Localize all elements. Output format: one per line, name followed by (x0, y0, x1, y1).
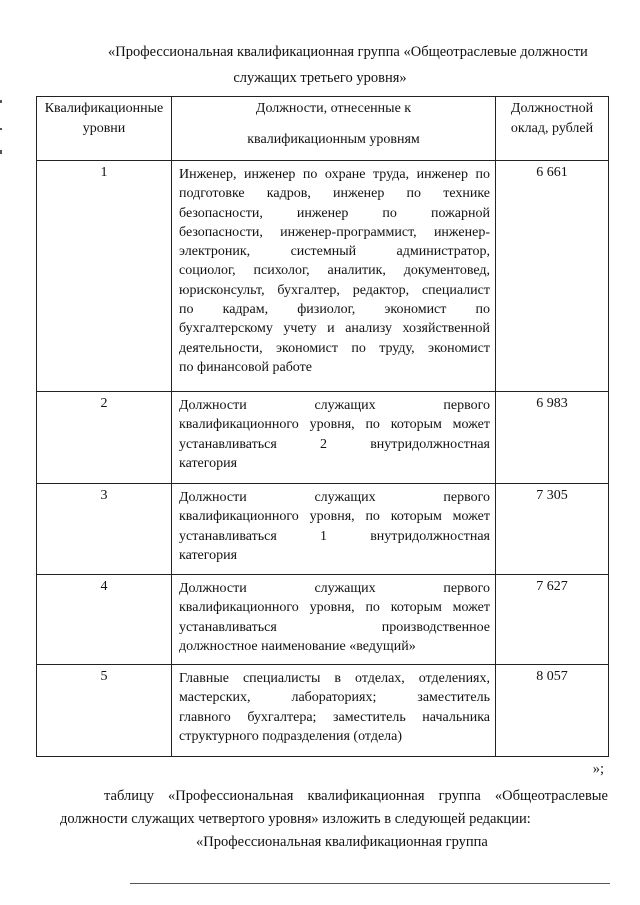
positions-line: безопасности, инженер по пожарной (179, 205, 490, 221)
table-row (37, 484, 609, 575)
level-number: 2 (37, 392, 172, 484)
positions-cell (172, 665, 496, 757)
section-title-line-1: «Профессиональная квалификационная группа «Общеотраслевые должности (108, 44, 588, 60)
positions-line: Главные специалисты в отделах, отделениях, (179, 671, 490, 686)
positions-line: по кадрам, физиолог, экономист по (179, 302, 490, 318)
positions-line: по финансовой работе (179, 359, 312, 375)
positions-line: бухгалтерскому учету и анализу хозяйственной (179, 321, 490, 337)
table-row (37, 392, 609, 484)
positions-line: устанавливаться 2 внутридолжностная (179, 436, 490, 452)
closing-quote-mark: »; (592, 761, 604, 777)
positions-line: Должности служащих первого (179, 490, 490, 505)
header-levels: Квалификационные уровни (37, 97, 172, 161)
positions-line: категория (179, 547, 238, 563)
amendment-paragraph-line-1: таблицу «Профессиональная квалификационная группа «Общеотраслевые (104, 788, 608, 804)
footer-rule (130, 883, 610, 884)
section-title-line-2: служащих третьего уровня» (233, 70, 407, 86)
positions-line: подготовке кадров, инженер по технике (179, 186, 490, 202)
salary-value: 6 661 (496, 161, 609, 392)
table-row (37, 665, 609, 757)
level-number: 5 (37, 665, 172, 757)
positions-line: должностное наименование «ведущий» (179, 638, 416, 654)
header-positions-line-2: квалификационным уровням (247, 132, 420, 147)
level-number: 1 (37, 161, 172, 392)
table-header-row (37, 97, 609, 161)
positions-line: электроник, системный администратор, (179, 244, 490, 260)
amendment-paragraph-line-2: должности служащих четвертого уровня» изложить в следующей редакции: (60, 811, 531, 827)
header-positions-line-1: Должности, отнесенные к (255, 101, 412, 116)
positions-line: категория (179, 455, 238, 471)
header-salary: Должностной оклад, рублей (496, 97, 609, 161)
positions-cell (172, 392, 496, 484)
positions-line: Должности служащих первого (179, 398, 490, 413)
positions-line: квалификационного уровня, по которым может (179, 417, 490, 433)
margin-mark-2 (0, 128, 2, 130)
salary-value: 6 983 (496, 392, 609, 484)
positions-cell (172, 161, 496, 392)
positions-line: мастерских, лабораториях; заместитель (179, 690, 490, 706)
salary-value: 8 057 (496, 665, 609, 757)
table-row (37, 161, 609, 392)
level-number: 3 (37, 484, 172, 575)
positions-cell (172, 484, 496, 575)
qualification-table (36, 96, 609, 757)
positions-line: структурного подразделения (отдела) (179, 728, 403, 744)
table-row (37, 575, 609, 665)
positions-line: устанавливаться 1 внутридолжностная (179, 528, 490, 544)
salary-value: 7 627 (496, 575, 609, 665)
positions-line: безопасности, инженер-программист, инженер- (179, 224, 490, 240)
positions-line: устанавливаться производственное (179, 619, 490, 635)
positions-line: Инженер, инженер по охране труда, инженер по (179, 167, 490, 182)
amendment-paragraph-line-3: «Профессиональная квалификационная группа (196, 834, 488, 850)
positions-cell (172, 575, 496, 665)
margin-mark-1 (0, 100, 2, 103)
positions-line: Должности служащих первого (179, 581, 490, 596)
positions-line: квалификационного уровня, по которым может (179, 509, 490, 525)
salary-value: 7 305 (496, 484, 609, 575)
positions-line: главного бухгалтера; заместитель начальника (179, 709, 490, 725)
margin-mark-3 (0, 150, 2, 154)
positions-line: деятельности, экономист по труду, экономист (179, 340, 490, 356)
positions-line: квалификационного уровня, по которым может (179, 600, 490, 616)
level-number: 4 (37, 575, 172, 665)
positions-line: социолог, психолог, аналитик, документовед, (179, 263, 490, 279)
positions-line: юрисконсульт, бухгалтер, редактор, специалист (179, 282, 490, 298)
header-positions (172, 97, 496, 161)
